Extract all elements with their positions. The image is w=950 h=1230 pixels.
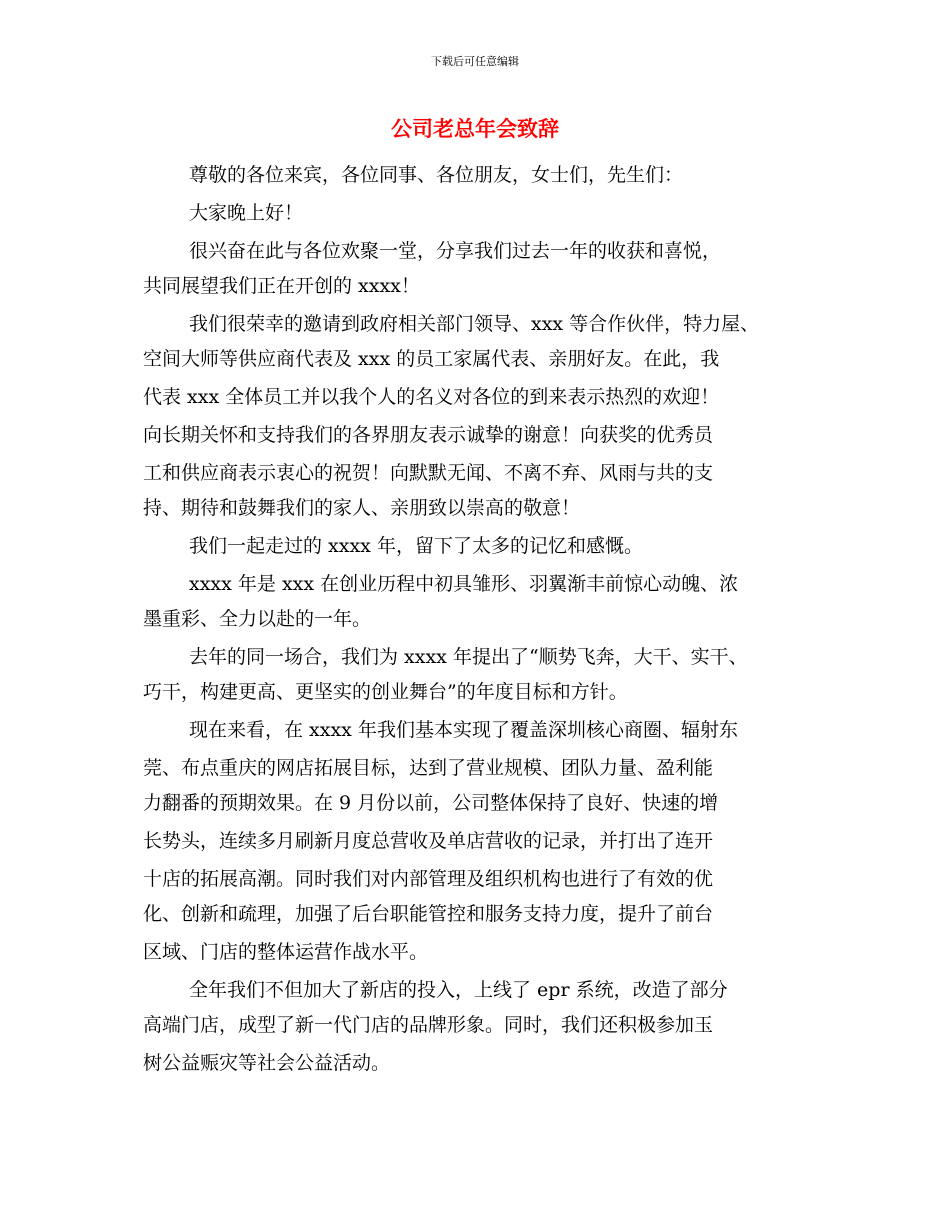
text-line: 区域、门店的整体运营作战水平。 — [143, 941, 429, 963]
text-line: 我们很荣幸的邀请到政府相关部门领导、xxx 等合作伙伴，特力屋、 — [189, 313, 760, 335]
text-line: 空间大师等供应商代表及 xxx 的员工家属代表、亲朋好友。在此，我 — [143, 348, 720, 370]
text-line: 共同展望我们正在开创的 xxxx！ — [143, 275, 420, 297]
text-line: 莞、布点重庆的网店拓展目标，达到了营业规模、团队力量、盈利能 — [143, 757, 714, 779]
text-line: xxxx 年是 xxx 在创业历程中初具雏形、羽翼渐丰前惊心动魄、浓 — [189, 573, 739, 595]
text-line: 长势头，连续多月刷新月度总营收及单店营收的记录，并打出了连开 — [143, 830, 714, 852]
text-line: 力翻番的预期效果。在 9 月份以前，公司整体保持了良好、快速的增 — [143, 792, 719, 814]
text-line: 十店的拓展高潮。同时我们对内部管理及组织机构也进行了有效的优 — [143, 868, 714, 890]
text-line: 持、期待和鼓舞我们的家人、亲朋致以崇高的敬意！ — [143, 497, 581, 519]
text-line: 树公益赈灾等社会公益活动。 — [143, 1052, 391, 1074]
page-header-note: 下载后可任意编辑 — [431, 55, 519, 68]
text-line: 大家晚上好！ — [189, 202, 304, 224]
text-line: 向长期关怀和支持我们的各界朋友表示诚挚的谢意！向获奖的优秀员 — [143, 424, 714, 446]
text-line: 尊敬的各位来宾，各位同事、各位朋友，女士们，先生们： — [189, 164, 684, 186]
document-title: 公司老总年会致辞 — [391, 117, 559, 141]
text-line: 很兴奋在此与各位欢聚一堂，分享我们过去一年的收获和喜悦， — [189, 240, 722, 262]
text-line: 化、创新和疏理，加强了后台职能管控和服务支持力度，提升了前台 — [143, 903, 714, 925]
text-line: 去年的同一场合，我们为 xxxx 年提出了“顺势飞奔，大干、实干、 — [189, 646, 748, 668]
text-line: 代表 xxx 全体员工并以我个人的名义对各位的到来表示热烈的欢迎！ — [143, 386, 720, 408]
text-line: 墨重彩、全力以赴的一年。 — [143, 608, 372, 630]
text-line: 巧干，构建更高、更坚实的创业舞台”的年度目标和方针。 — [143, 681, 628, 703]
text-line: 高端门店，成型了新一代门店的品牌形象。同时，我们还积极参加玉 — [143, 1014, 714, 1036]
text-line: 现在来看，在 xxxx 年我们基本实现了覆盖深圳核心商圈、辐射东 — [189, 719, 738, 741]
text-line: 全年我们不但加大了新店的投入，上线了 epr 系统，改造了部分 — [189, 979, 728, 1001]
text-line: 我们一起走过的 xxxx 年，留下了太多的记忆和感慨。 — [189, 535, 643, 557]
text-line: 工和供应商表示衷心的祝贺！向默默无闻、不离不弃、风雨与共的支 — [143, 462, 714, 484]
